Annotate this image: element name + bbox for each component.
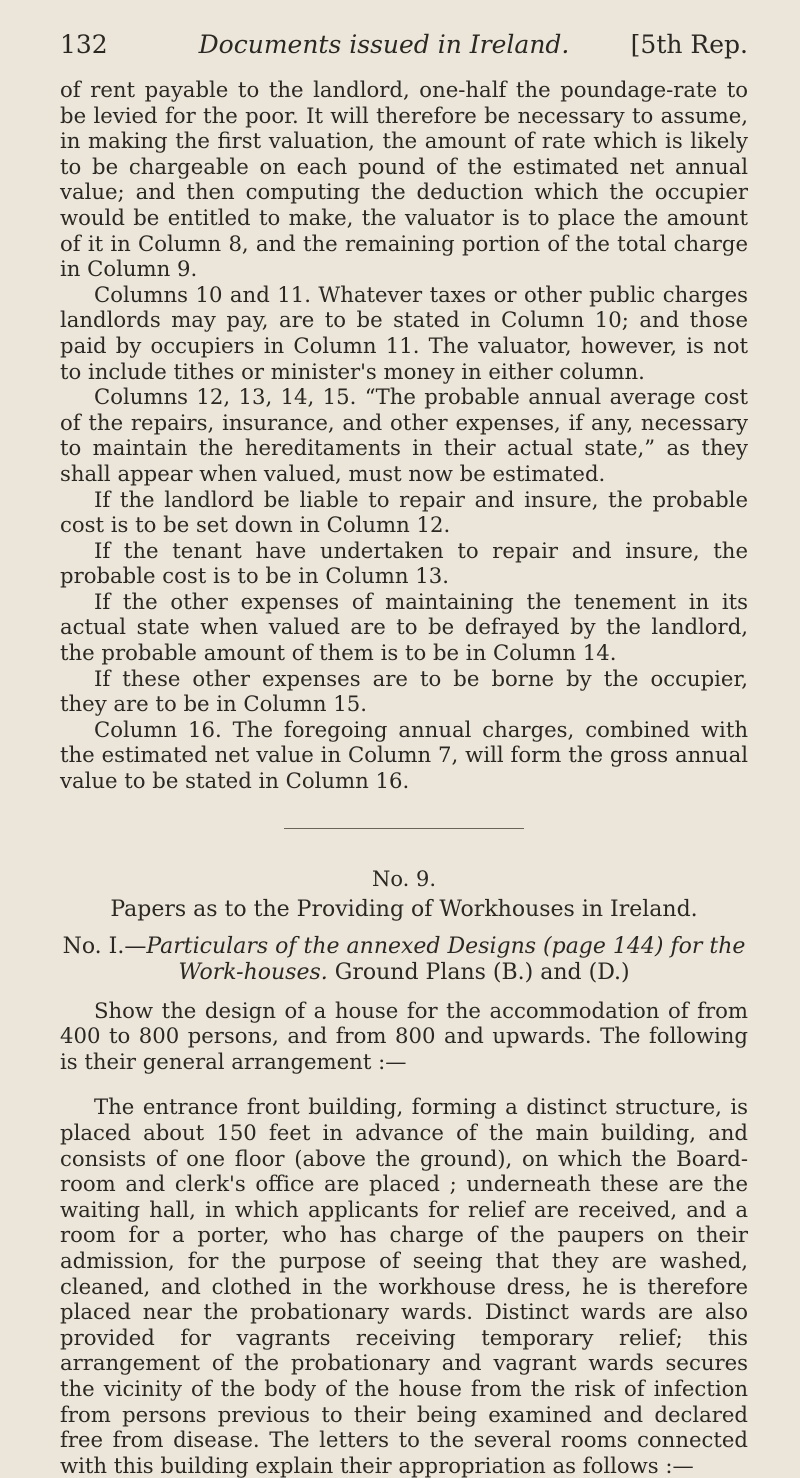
paragraph: If the other expenses of maintaining the tenement in its actual state when valued are to be defrayed by the landlord, the probable amount of them is to be in Column 14. — [60, 588, 748, 666]
section-title: Papers as to the Providing of Workhouses in Ireland. — [110, 896, 698, 922]
paragraph: Show the design of a house for the accommodation of from 400 to 800 persons, and from 800 and upwards. The following is their general arrangement :— — [60, 997, 748, 1074]
sub-heading-prefix: No. I.— — [62, 933, 147, 959]
running-title: Documents issued in Ireland. — [198, 30, 570, 59]
sub-heading-rest: Ground Plans (B.) and (D.) — [327, 959, 630, 985]
paragraph: The entrance front building, forming a distinct structure, is placed about 150 feet in advance of the main building, and consists of one floor (above the ground), on which the Board-room and clerk's office are placed ; underneath these are the waiting hall, in which applicants for relief are received, and a room for a porter, who has charge of the paupers on their admission, for the purpose of seeing that they are washed, cleaned, and clothed in the workhouse dress, he is therefore placed near the probationary wards. Distinct wards are also provided for vagrants receiving temporary relief; this arrangement of the probationary and vagrant wards secures the vicinity of the body of the house from the risk of infection from persons previous to their being examined and declared free from disease. The letters to the several rooms connected with this building explain their appropriation as follows :— — [60, 1094, 748, 1478]
report-label: [5th Rep. — [630, 30, 748, 59]
page-number: 132 — [60, 30, 108, 59]
section-divider — [284, 828, 524, 829]
running-header — [60, 30, 748, 59]
paragraph: Columns 10 and 11. Whatever taxes or other public charges landlords may pay, are to be stated in Column 10; and those paid by occupiers in Column 11. The valuator, however, is not to include tithes or minister's money in either column. — [60, 281, 748, 384]
paragraph: Columns 12, 13, 14, 15. “The probable annual average cost of the repairs, insurance, and other expenses, if any, necessary to maintain the hereditaments in their actual state,” as they shall appear when valued, must now be estimated. — [60, 384, 748, 486]
paragraph-gap — [60, 1074, 748, 1094]
paragraph: of rent payable to the landlord, one-half the poundage-rate to be levied for the poor. It will therefore be necessary to assume, in making the first valuation, the amount of rate which is likely to be chargeable on each pound of the estimated net annual value; and then computing the deduction which the occupier would be entitled to make, the valuator is to place the amount of it in Column 8, and the remaining portion of the total charge in Column 9. — [60, 77, 748, 282]
paragraph: If the landlord be liable to repair and insure, the probable cost is to be set down in Column 12. — [60, 486, 748, 538]
paragraph: If the tenant have undertaken to repair and insure, the probable cost is to be in Column 13. — [60, 537, 748, 589]
paragraph: Column 16. The foregoing annual charges, combined with the estimated net value in Column 7, will form the gross annual value to be stated in Column 16. — [60, 716, 748, 794]
section-number: No. 9. — [371, 866, 437, 891]
paragraph: If these other expenses are to be borne by the occupier, they are to be in Column 15. — [60, 665, 748, 717]
sub-heading-italic: Particulars of the annexed Designs (page 144) for the Work-houses. — [146, 933, 746, 985]
sub-heading — [60, 934, 748, 986]
